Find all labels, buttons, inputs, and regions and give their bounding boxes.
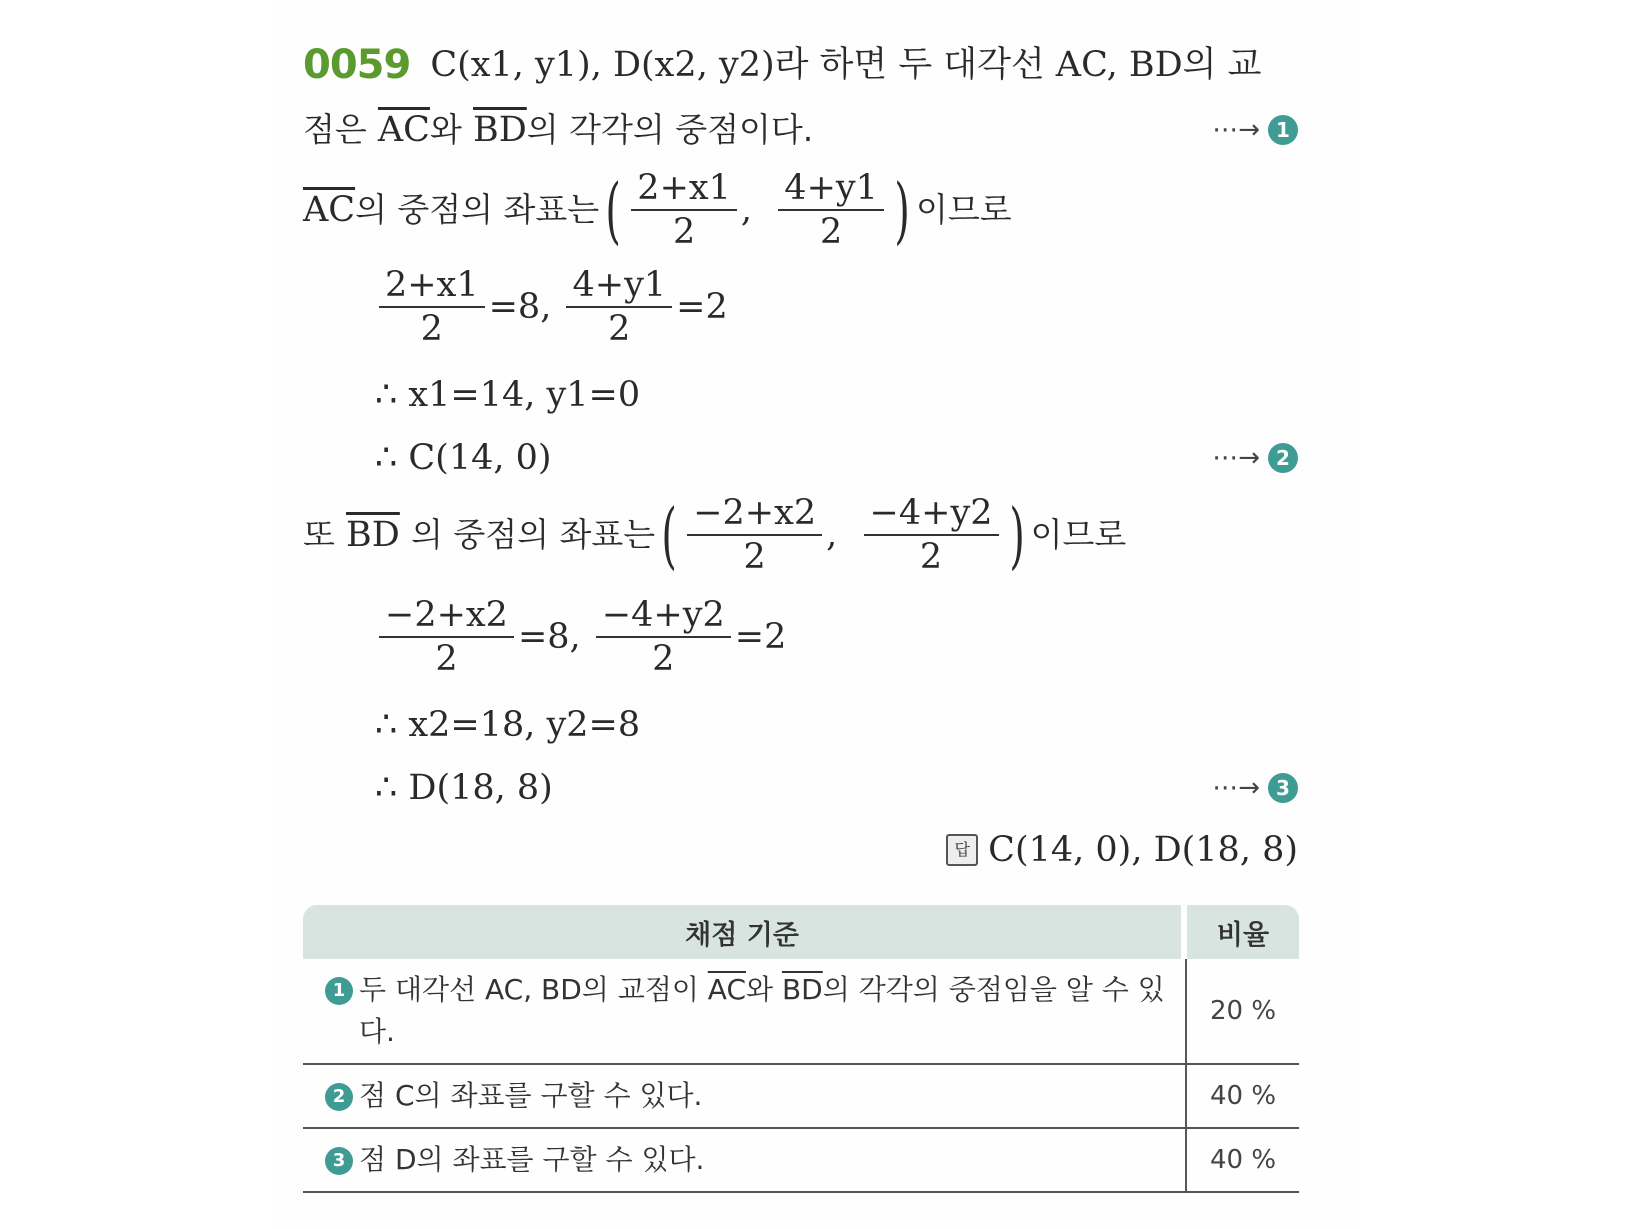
circled-number-2: 2 — [1268, 443, 1298, 473]
line-7-tail: 이므로 — [1030, 515, 1127, 554]
table-row — [303, 1065, 1299, 1129]
criteria-cell: 3 점 D의 좌표를 구할 수 있다. — [303, 1129, 1187, 1193]
table-row — [303, 1129, 1299, 1193]
marker-arrow: ⋯→ — [1212, 773, 1260, 803]
line-7-a: 또 — [303, 515, 335, 554]
fraction: $\frac{-4+y2}{2}$ — [596, 594, 731, 680]
line-3: $\overline{AC}$ 의 중점의 좌표는 ( $\frac{2+x1}{2}$ , $\frac{4+y1}{2}$ ) 이므로 — [303, 168, 1012, 252]
marker-arrow: ⋯→ — [1212, 443, 1260, 473]
segment-ac: $\overline{AC}$ — [303, 190, 356, 230]
circled-number-3: 3 — [325, 1147, 353, 1175]
step-marker-3 — [1212, 758, 1298, 818]
line-7-text: 의 중점의 좌표는 — [410, 515, 656, 554]
fraction: $\frac{2+x1}{2}$ — [631, 167, 737, 253]
circled-number-2: 2 — [325, 1083, 353, 1111]
table-row — [303, 959, 1299, 1065]
segment-bd: $\overline{BD}$ — [473, 110, 527, 150]
fraction: $\frac{-4+y2}{2}$ — [864, 492, 999, 578]
step-marker-2 — [1212, 428, 1298, 488]
fraction: $\frac{4+y1}{2}$ — [778, 167, 884, 253]
line-1-text: C(x1, y1), D(x2, y2)라 하면 두 대각선 AC, BD의 교 — [430, 45, 1262, 85]
criteria-cell: 2 점 C의 좌표를 구할 수 있다. — [303, 1065, 1187, 1129]
line-3-text: 의 중점의 좌표는 — [355, 190, 600, 229]
rate-cell: 40 % — [1187, 1065, 1299, 1129]
segment-ac: $\overline{AC}$ — [377, 110, 430, 150]
line-5: ∴ x1=14, y1=0 — [375, 375, 641, 415]
line-10: ∴ D(18, 8) — [375, 768, 553, 808]
fraction: $\frac{-2+x2}{2}$ — [687, 492, 822, 578]
criteria-cell: 1 두 대각선 AC, BD의 교점이 $\overline{AC}$와 $\overline{BD}$의 각각의 중점임을 알 수 있다. — [303, 959, 1187, 1065]
rate-cell: 20 % — [1187, 959, 1299, 1065]
step-marker-1 — [1212, 100, 1298, 160]
line-1 — [303, 35, 1261, 95]
segment-bd: $\overline{BD}$ — [346, 515, 400, 555]
circled-number-1: 1 — [1268, 115, 1298, 145]
line-2 — [303, 100, 813, 160]
header-criteria: 채점 기준 — [303, 905, 1187, 959]
line-2-a: 점은 — [303, 110, 367, 149]
line-2-c: 의 각각의 중점이다. — [526, 110, 814, 149]
answer-icon: 답 — [946, 834, 978, 866]
answer-line — [946, 820, 1298, 880]
line-3-tail: 이므로 — [916, 190, 1012, 229]
header-rate: 비율 — [1187, 905, 1299, 959]
line-4: $\frac{2+x1}{2}$ =8, $\frac{4+y1}{2}$ =2 — [375, 262, 728, 352]
circled-number-3: 3 — [1268, 773, 1298, 803]
line-2-b: 와 — [429, 110, 462, 149]
line-8: $\frac{-2+x2}{2}$ =8, $\frac{-4+y2}{2}$ =2 — [375, 592, 786, 682]
line-9: ∴ x2=18, y2=8 — [375, 705, 641, 745]
line-6: ∴ C(14, 0) — [375, 438, 552, 478]
problem-number: 0059 — [303, 42, 411, 88]
fraction: $\frac{-2+x2}{2}$ — [379, 594, 514, 680]
answer-text: C(14, 0), D(18, 8) — [988, 830, 1298, 870]
rate-cell: 40 % — [1187, 1129, 1299, 1193]
marker-arrow: ⋯→ — [1212, 115, 1260, 145]
grading-table — [303, 905, 1299, 1193]
circled-number-1: 1 — [325, 977, 353, 1005]
fraction: $\frac{4+y1}{2}$ — [566, 264, 672, 350]
line-7: 또 $\overline{BD}$ 의 중점의 좌표는 ( $\frac{-2+x2}{2}$ , $\frac{-4+y2}{2}$ ) 이므로 — [303, 493, 1127, 577]
fraction: $\frac{2+x1}{2}$ — [379, 264, 485, 350]
